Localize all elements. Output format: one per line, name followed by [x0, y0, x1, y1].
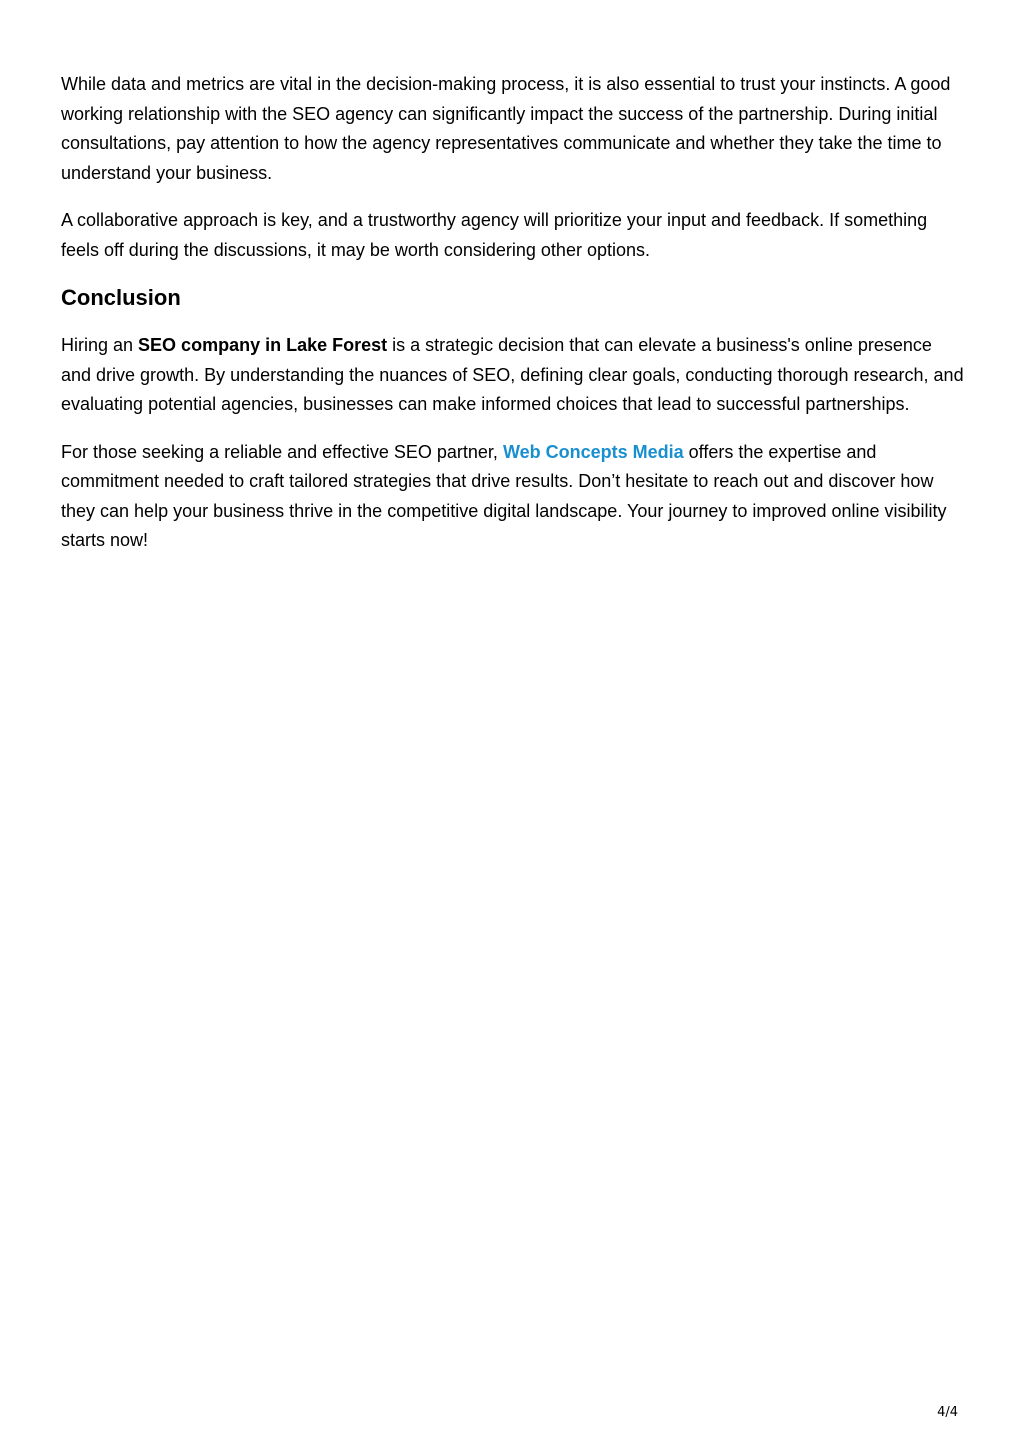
document-page — [61, 70, 966, 574]
paragraph-seo-partner — [61, 438, 966, 556]
paragraph-collaborative-approach: A collaborative approach is key, and a trustworthy agency will prioritize your input and feedback. If something feels off during the discussions, it may be worth considering other options. — [61, 210, 928, 260]
paragraph-hiring-seo-rest: is a strategic decision that can elevate a business's online presence and drive growth. By understanding the nuances of SEO, defining clear goals, conducting thorough research, and evaluating potential agencies, businesses can make informed choices that lead to successful partnerships. — [61, 335, 964, 414]
paragraph-trust-instincts: While data and metrics are vital in the decision-making process, it is also essential to trust your instincts. A good working relationship with the SEO agency can significantly impact the success of the partnership. During initial consultations, pay attention to how the agency representatives communicate and whether they take the time to understand your business. — [61, 74, 951, 183]
page-number: 4/4 — [937, 1405, 958, 1420]
paragraph-seo-partner-rest: offers the expertise and commitment needed to craft tailored strategies that drive results. Don’t hesitate to reach out and discover how they can help your business thrive in the competitive digital landscape. Your journey to improved online visibility starts now! — [61, 441, 947, 550]
seo-company-bold-text: SEO company in Lake Forest — [138, 335, 388, 355]
paragraph-seo-partner-lead: For those seeking a reliable and effective SEO partner, — [61, 441, 503, 462]
conclusion-heading: Conclusion — [61, 285, 181, 310]
paragraph-hiring-seo-lead: Hiring an — [61, 335, 139, 355]
paragraph-hiring-seo — [61, 331, 966, 420]
web-concepts-media-link[interactable]: Web Concepts Media — [502, 441, 684, 462]
